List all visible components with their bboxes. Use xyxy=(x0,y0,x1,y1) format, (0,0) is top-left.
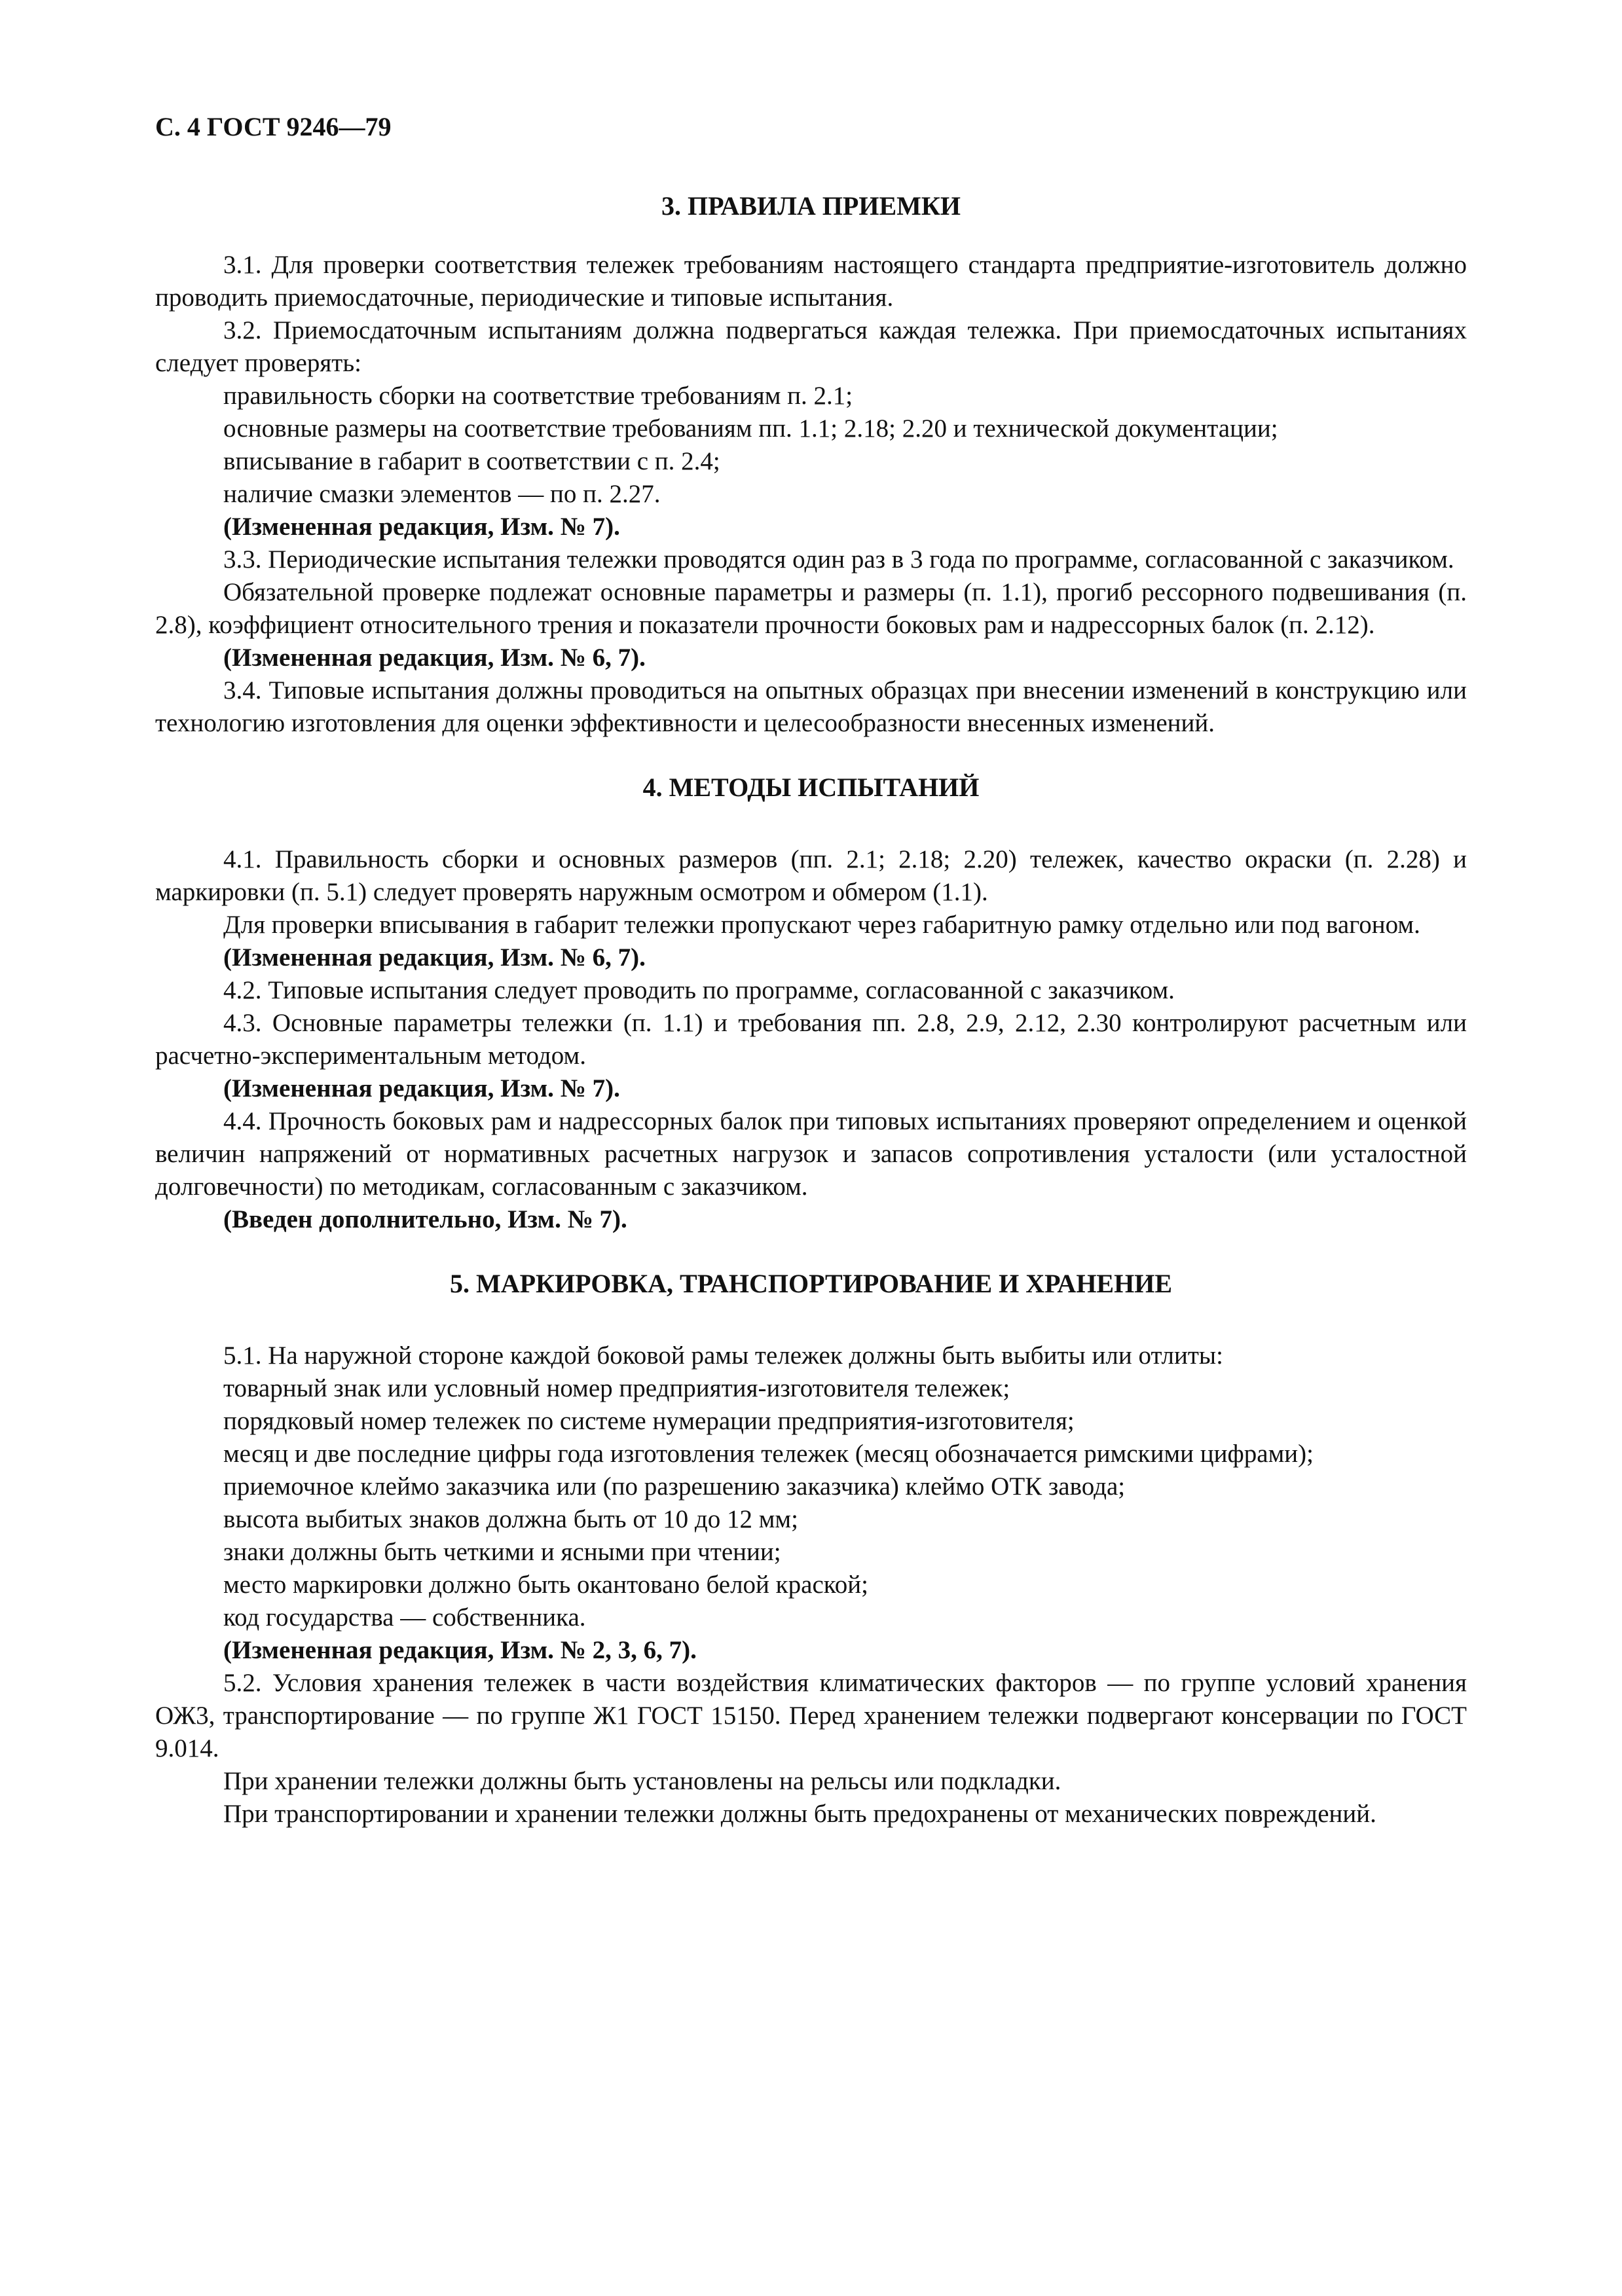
list-item: знаки должны быть четкими и ясными при чтении; xyxy=(223,1538,781,1566)
section-3 xyxy=(155,190,1467,740)
paragraph-4-1: 4.1. Правильность сборки и основных размеров (пп. 2.1; 2.18; 2.20) тележек, качество окраски (п. 2.28) и маркировки (п. 5.1) следует проверять наружным осмотром и обмером (1.1). xyxy=(155,845,1467,906)
list-item: место маркировки должно быть окантовано белой краской; xyxy=(223,1571,868,1599)
paragraph-3-2: 3.2. Приемосдаточным испытаниям должна подвергаться каждая тележка. При приемосдаточных испытаниях следует проверять: xyxy=(155,316,1467,377)
list-item: код государства — собственника. xyxy=(223,1603,586,1631)
list-item: порядковый номер тележек по системе нумерации предприятия-изготовителя; xyxy=(223,1407,1075,1435)
amendment-note: (Измененная редакция, Изм. № 7). xyxy=(223,513,620,541)
section-3-title: 3. ПРАВИЛА ПРИЕМКИ xyxy=(661,191,961,221)
paragraph-4-3: 4.3. Основные параметры тележки (п. 1.1) и требования пп. 2.8, 2.9, 2.12, 2.30 контролируют расчетным или расчетно-экспериментальным методом. xyxy=(155,1009,1467,1070)
list-item: месяц и две последние цифры года изготовления тележек (месяц обозначается римскими цифрами); xyxy=(223,1440,1314,1468)
paragraph-5-2: 5.2. Условия хранения тележек в части воздействия климатических факторов — по группе условий хранения ОЖ3, транспортирование — по группе Ж1 ГОСТ 15150. Перед хранением тележки подвергают консервации по ГОСТ 9.014. xyxy=(155,1669,1467,1762)
list-item: правильность сборки на соответствие требованиям п. 2.1; xyxy=(223,382,853,410)
section-5-title: 5. МАРКИРОВКА, ТРАНСПОРТИРОВАНИЕ И ХРАНЕНИЕ xyxy=(449,1269,1173,1298)
section-5 xyxy=(155,1267,1467,1831)
paragraph-3-3-b: Обязательной проверке подлежат основные параметры и размеры (п. 1.1), прогиб рессорного подвешивания (п. 2.8), коэффициент относительного трения и показатели прочности боковых рам и надрессорных балок (п. 2.12). xyxy=(155,578,1467,639)
document-body xyxy=(155,190,1467,1831)
list-item: высота выбитых знаков должна быть от 10 до 12 мм; xyxy=(223,1505,798,1533)
paragraph-4-4: 4.4. Прочность боковых рам и надрессорных балок при типовых испытаниях проверяют определением и оценкой величин напряжений от нормативных расчетных нагрузок и запасов сопротивления усталости (или усталостной долговечности) по методикам, согласованным с заказчиком. xyxy=(155,1107,1467,1201)
paragraph-5-1: 5.1. На наружной стороне каждой боковой рамы тележек должны быть выбиты или отлиты: xyxy=(223,1341,1223,1370)
list-item: основные размеры на соответствие требованиям пп. 1.1; 2.18; 2.20 и технической документации; xyxy=(223,414,1278,443)
amendment-note: (Измененная редакция, Изм. № 2, 3, 6, 7). xyxy=(223,1636,697,1664)
paragraph-3-3: 3.3. Периодические испытания тележки проводятся один раз в 3 года по программе, согласованной с заказчиком. xyxy=(223,545,1454,574)
page-header: С. 4 ГОСТ 9246—79 xyxy=(155,112,392,141)
list-item: приемочное клеймо заказчика или (по разрешению заказчика) клеймо ОТК завода; xyxy=(223,1472,1126,1501)
list-item: наличие смазки элементов — по п. 2.27. xyxy=(223,480,661,508)
paragraph-4-2: 4.2. Типовые испытания следует проводить по программе, согласованной с заказчиком. xyxy=(223,976,1175,1004)
paragraph-4-1-b: Для проверки вписывания в габарит тележки пропускают через габаритную рамку отдельно или под вагоном. xyxy=(223,911,1420,939)
paragraph-3-4: 3.4. Типовые испытания должны проводиться на опытных образцах при внесении изменений в конструкцию или технологию изготовления для оценки эффективности и целесообразности внесенных изменений. xyxy=(155,676,1467,737)
amendment-note: (Измененная редакция, Изм. № 6, 7). xyxy=(223,644,646,672)
amendment-note: (Измененная редакция, Изм. № 7). xyxy=(223,1074,620,1102)
paragraph-3-1: 3.1. Для проверки соответствия тележек требованиям настоящего стандарта предприятие-изготовитель должно проводить приемосдаточные, периодические и типовые испытания. xyxy=(155,251,1467,312)
amendment-note: (Введен дополнительно, Изм. № 7). xyxy=(223,1205,627,1233)
list-item: вписывание в габарит в соответствии с п. 2.4; xyxy=(223,447,720,475)
list-item: товарный знак или условный номер предприятия-изготовителя тележек; xyxy=(223,1374,1010,1402)
amendment-note: (Измененная редакция, Изм. № 6, 7). xyxy=(223,943,646,972)
paragraph-5-2-b: При хранении тележки должны быть установлены на рельсы или подкладки. xyxy=(223,1767,1061,1795)
paragraph-5-2-c: При транспортировании и хранении тележки должны быть предохранены от механических повреждений. xyxy=(223,1800,1376,1828)
section-4 xyxy=(155,771,1467,1236)
section-4-title: 4. МЕТОДЫ ИСПЫТАНИЙ xyxy=(642,773,980,802)
